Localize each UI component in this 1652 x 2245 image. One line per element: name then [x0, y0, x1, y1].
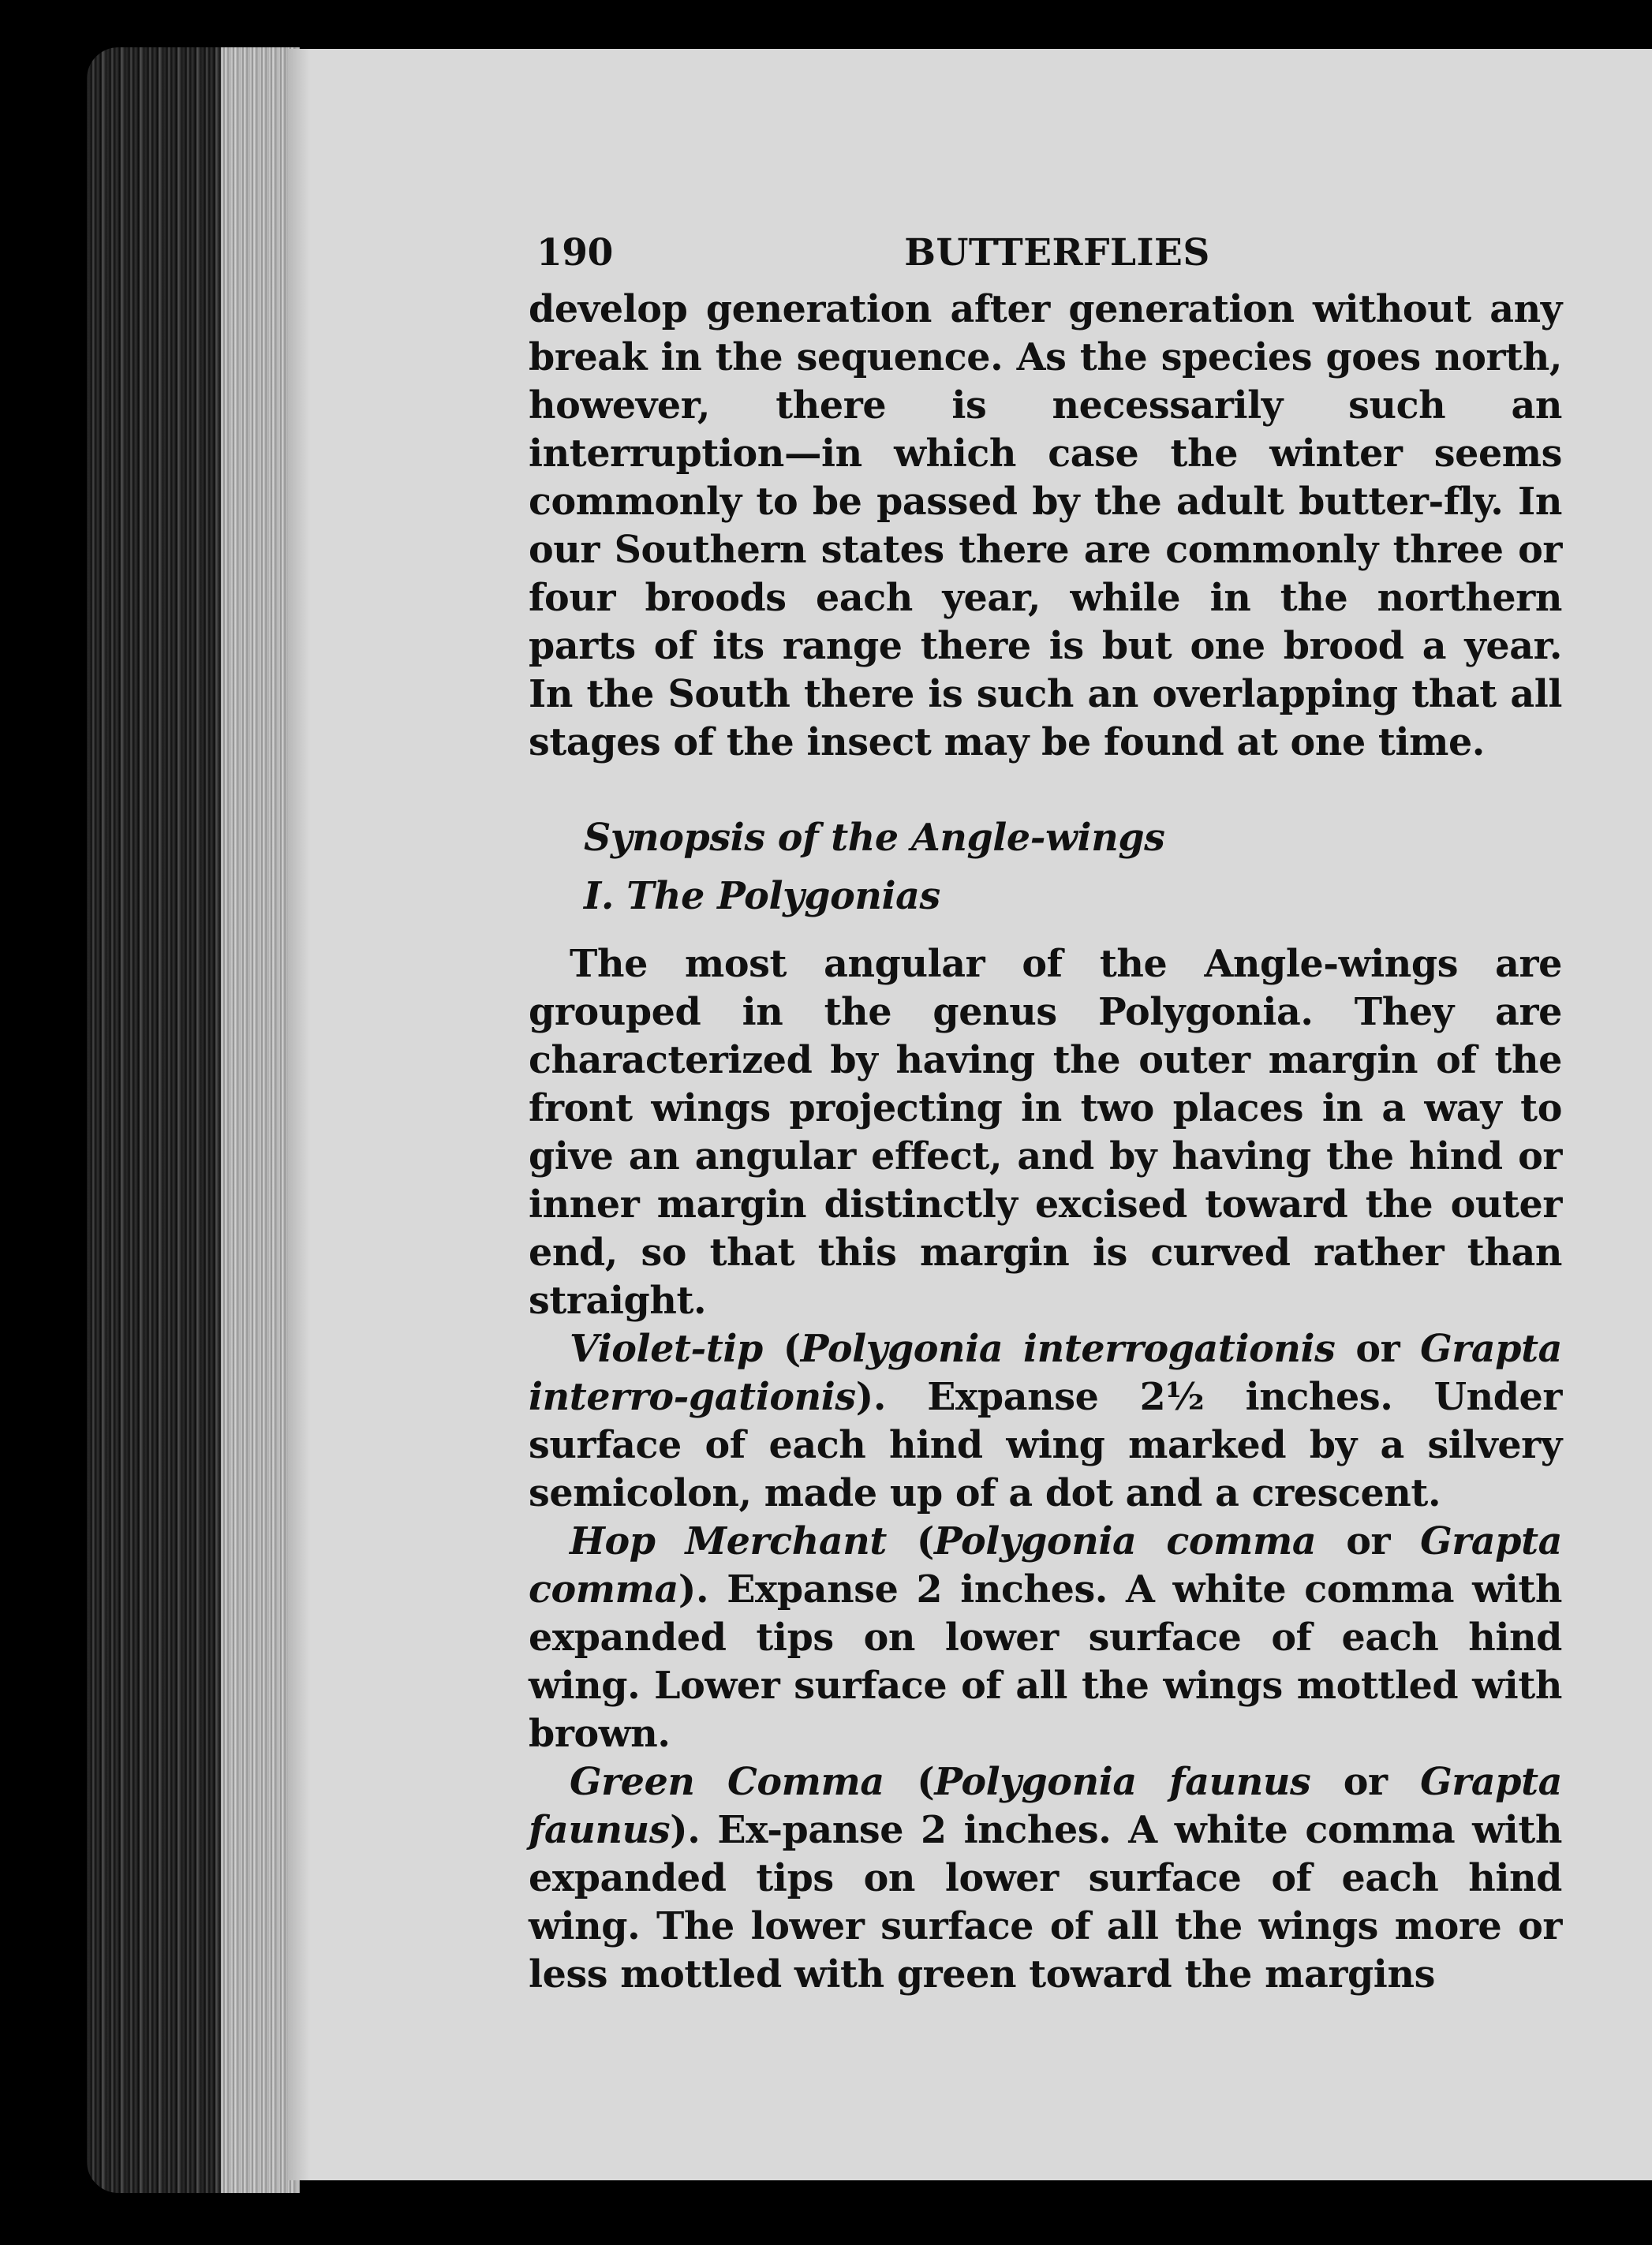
entry-violet-tip-open: ( [762, 1327, 801, 1371]
heading-synopsis [529, 814, 1562, 862]
entry-hop-merchant-name: Hop Merchant [570, 1519, 887, 1563]
heading-polygonias-text: I. The Polygonias [584, 874, 940, 918]
entry-violet-tip-close: ). [855, 1375, 886, 1419]
entry-hop-merchant-open: ( [886, 1519, 934, 1563]
page-number: 190 [536, 231, 613, 275]
paragraph-broods: develop generation after generation without any break in the sequence. As the species goes north, however, there is necessarily such an interruption—in which case the winter seems commonly to be passed by the adult butter-fly. In our Southern states there are commonly three or four broods each year, while in the northern parts of its range there is but one brood a year. In the South there is such an overlapping that all stages of the insect may be found at one time. [529, 287, 1562, 764]
heading-synopsis-text: Synopsis of the Angle-wings [584, 816, 1165, 860]
entry-green-comma-close: ). [670, 1808, 701, 1852]
book-page-edges [87, 47, 300, 2193]
heading-polygonias [529, 872, 1562, 921]
entry-violet-tip [529, 1325, 1562, 1518]
entry-green-comma-sci2: Grapta faunus [529, 1760, 1563, 1852]
entry-green-comma [529, 1758, 1562, 1999]
entry-violet-tip-sci2: Grapta interro-gationis [529, 1327, 1563, 1419]
entry-hop-merchant-close: ). [678, 1567, 709, 1612]
entry-green-comma-or: or [1310, 1760, 1421, 1804]
entry-violet-tip-sci1: Polygonia interrogationis [800, 1327, 1336, 1371]
entry-green-comma-open: ( [884, 1760, 935, 1804]
entry-green-comma-name: Green Comma [570, 1760, 884, 1804]
entry-violet-tip-or: or [1335, 1327, 1421, 1371]
paragraph-polygonia-genus: The most angular of the Angle-wings are grouped in the genus Polygonia. They are characterized by having the outer margin of the front wings projecting in two places in a way to give an angular effect, and by having the hind or inner margin distinctly excised toward the outer end, so that this margin is curved rather than straight. [529, 942, 1562, 1323]
entry-hop-merchant-text: Expanse 2 inches. A white comma with expanded tips on lower surface of each hind wing. Lower surface of all the wings mottled with brown. [529, 1567, 1562, 1756]
entry-hop-merchant [529, 1518, 1562, 1758]
entry-violet-tip-name: Violet-tip [570, 1327, 763, 1371]
entry-hop-merchant-sci2: Grapta comma [529, 1519, 1562, 1612]
entry-hop-merchant-sci1: Polygonia comma [933, 1519, 1317, 1563]
page-text [529, 229, 1562, 1999]
running-head [529, 229, 1562, 284]
running-title: BUTTERFLIES [904, 231, 1210, 275]
entry-hop-merchant-or: or [1316, 1519, 1421, 1563]
entry-violet-tip-text: Expanse 2½ inches. Under surface of each hind wing marked by a silvery semicolon, made up of a dot and a crescent. [529, 1375, 1562, 1515]
entry-green-comma-text: Ex-panse 2 inches. A white comma with expanded tips on lower surface of each hind wing. The lower surface of all the wings more or less mottled with green toward the margins [529, 1808, 1562, 1997]
entry-green-comma-sci1: Polygonia faunus [934, 1760, 1311, 1804]
